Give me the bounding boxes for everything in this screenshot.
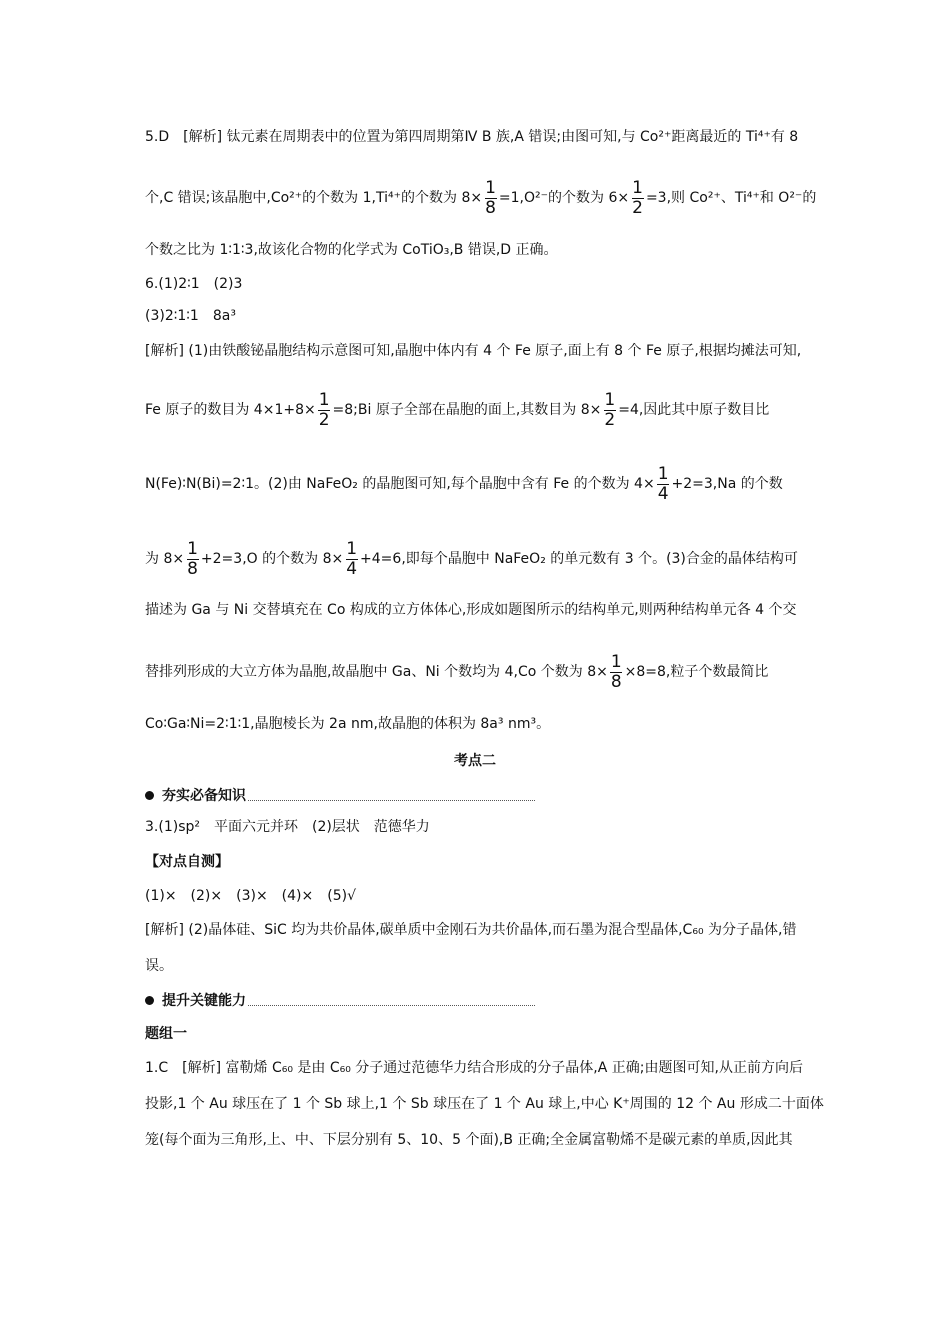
q6-l4-text-b: +2=3,O 的个数为 8×: [200, 551, 344, 567]
question-group-title: 题组一: [145, 1026, 187, 1042]
q5-line-2-text-b: =1,O²⁻的个数为 6×: [498, 190, 630, 206]
fraction-1-8: $\frac{1}{8}$: [610, 651, 622, 692]
q6-explanation-line-7: Co∶Ga∶Ni=2∶1∶1,晶胞棱长为 2a nm,故晶胞的体积为 8a³ nm³。: [145, 716, 551, 732]
q6-explanation-line-1: [解析] (1)由铁酸铋晶胞结构示意图可知,晶胞中体内有 4 个 Fe 原子,面上有 8 个 Fe 原子,根据均摊法可知,: [145, 343, 802, 359]
q5-line-2: [145, 176, 816, 220]
q6-l2-text-c: =4,因此其中原子数目比: [618, 402, 770, 418]
self-test-explanation-1: [解析] (2)晶体硅、SiC 均为共价晶体,碳单质中金刚石为共价晶体,而石墨为混合型晶体,C₆₀ 为分子晶体,错: [145, 922, 797, 938]
fraction-1-2: $\frac{1}{2}$: [604, 389, 616, 430]
q6-explanation-line-4: [145, 537, 798, 581]
q6-l3-text-b: +2=3,Na 的个数: [671, 476, 783, 492]
section-title: 考点二: [454, 753, 496, 769]
fraction-1-8: $\frac{1}{8}$: [485, 177, 496, 218]
self-test-explanation-2: 误。: [145, 958, 173, 974]
q6-answer-2: (3)2∶1∶1 8a³: [145, 308, 236, 324]
q6-l4-text-c: +4=6,即每个晶胞中 NaFeO₂ 的单元数有 3 个。(3)合金的晶体结构可: [360, 551, 798, 567]
self-test-answers: (1)× (2)× (3)× (4)× (5)√: [145, 888, 356, 904]
fraction-1-2: $\frac{1}{2}$: [632, 177, 643, 218]
fraction-1-4: $\frac{1}{4}$: [657, 463, 669, 504]
q6-explanation-line-2: [145, 388, 769, 432]
section-header-basic-knowledge: [145, 785, 535, 805]
q6-l3-text-a: N(Fe)∶N(Bi)=2∶1。(2)由 NaFeO₂ 的晶胞图可知,每个晶胞中含有 Fe 的个数为 4×: [145, 476, 655, 492]
q1-line-1: 1.C [解析] 富勒烯 C₆₀ 是由 C₆₀ 分子通过范德华力结合形成的分子晶体,A 正确;由题图可知,从正前方向后: [145, 1060, 803, 1076]
q5-line-3: 个数之比为 1∶1∶3,故该化合物的化学式为 CoTiO₃,B 错误,D 正确。: [145, 242, 558, 258]
q6-l4-text-a: 为 8×: [145, 551, 185, 567]
bullet-icon: [145, 996, 154, 1005]
q5-line-2-text-a: 个,C 错误;该晶胞中,Co²⁺的个数为 1,Ti⁴⁺的个数为 8×: [145, 190, 483, 206]
fraction-1-2: $\frac{1}{2}$: [318, 389, 330, 430]
fraction-1-8: $\frac{1}{8}$: [187, 538, 198, 579]
q6-l6-text-a: 替排列形成的大立方体为晶胞,故晶胞中 Ga、Ni 个数均为 4,Co 个数为 8×: [145, 664, 608, 680]
dotted-divider: [248, 995, 535, 1006]
answer-3: 3.(1)sp² 平面六元并环 (2)层状 范德华力: [145, 819, 430, 835]
fraction-1-4: $\frac{1}{4}$: [346, 538, 358, 579]
q6-explanation-line-5: 描述为 Ga 与 Ni 交替填充在 Co 构成的立方体体心,形成如题图所示的结构单元,则两种结构单元各 4 个交: [145, 602, 797, 618]
q6-l2-text-b: =8;Bi 原子全部在晶胞的面上,其数目为 8×: [332, 402, 602, 418]
q6-answer-1: 6.(1)2∶1 (2)3: [145, 276, 243, 292]
self-test-title: 【对点自测】: [145, 854, 229, 870]
dotted-divider: [248, 790, 535, 801]
section-header-label: 夯实必备知识: [162, 788, 246, 804]
q6-explanation-line-6: [145, 650, 768, 694]
q5-line-1: 5.D [解析] 钛元素在周期表中的位置为第四周期第Ⅳ B 族,A 错误;由图可知,与 Co²⁺距离最近的 Ti⁴⁺有 8: [145, 129, 799, 145]
q6-l6-text-b: ×8=8,粒子个数最简比: [624, 664, 769, 680]
q6-explanation-line-3: [145, 462, 783, 506]
q6-l2-text-a: Fe 原子的数目为 4×1+8×: [145, 402, 316, 418]
section-header-key-abilities: [145, 990, 535, 1010]
q5-line-2-text-c: =3,则 Co²⁺、Ti⁴⁺和 O²⁻的: [645, 190, 817, 206]
q1-line-2: 投影,1 个 Au 球压在了 1 个 Sb 球上,1 个 Sb 球压在了 1 个 Au 球上,中心 K⁺周围的 12 个 Au 形成二十面体: [145, 1096, 824, 1112]
bullet-icon: [145, 791, 154, 800]
section-header-label: 提升关键能力: [162, 993, 246, 1009]
q1-line-3: 笼(每个面为三角形,上、中、下层分别有 5、10、5 个面),B 正确;全金属富勒烯不是碳元素的单质,因此其: [145, 1132, 793, 1148]
